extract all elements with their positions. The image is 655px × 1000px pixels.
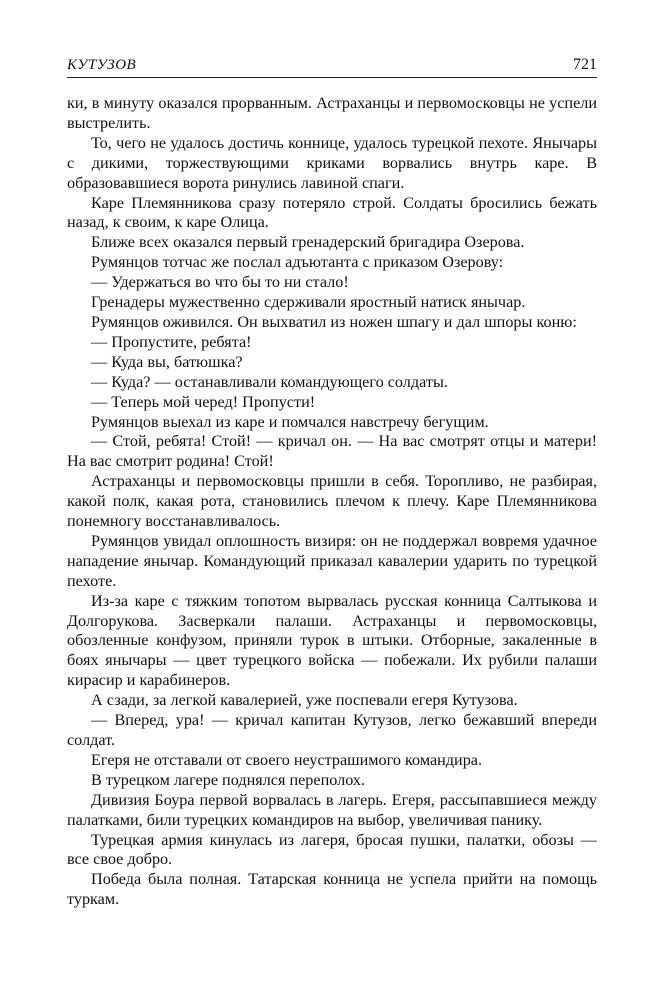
paragraph: — Вперед, ура! — кричал капитан Кутузов, легко бежавший впереди солдат. xyxy=(67,711,597,749)
paragraph: То, чего не удалось достичь коннице, удалось турецкой пехоте. Янычары с дикими, торжествующими криками ворвались внутрь каре. В образовавшиеся ворота ринулись лавиной спаги. xyxy=(67,133,597,192)
paragraph: — Куда? — останавливали командующего солдаты. xyxy=(91,372,448,391)
page-number: 721 xyxy=(573,56,597,73)
paragraph: Из-за каре с тяжким топотом вырвалась русская конница Салтыкова и Долгорукова. Засверкали палаши. Астраханцы и первомосковцы, обозленные конфузом, приняли турок в штыки. Отборные, закаленные в боях янычары — цвет турецкого войска — побежали. Их рубили палаши кирасир и карабинеров. xyxy=(67,591,597,690)
paragraph: — Куда вы, батюшка? xyxy=(91,352,243,371)
paragraph: — Пропустите, ребята! xyxy=(91,332,252,351)
paragraph: — Стой, ребята! Стой! — кричал он. — На вас смотрят отцы и матери! На вас смотрит родина! Стой! xyxy=(67,432,597,471)
paragraph: — Теперь мой черед! Пропусти! xyxy=(91,392,316,411)
running-head xyxy=(67,55,597,78)
book-page xyxy=(67,55,597,910)
paragraph: Астраханцы и первомосковцы пришли в себя. Торопливо, не разбирая, какой полк, какая рота, становились плечом к плечу. Каре Племянникова понемногу восстанавливалось. xyxy=(67,472,597,531)
paragraph: В турецком лагере поднялся переполох. xyxy=(91,770,366,789)
paragraph: А сзади, за легкой кавалерией, уже поспевали егеря Кутузова. xyxy=(91,691,518,710)
body-text xyxy=(67,94,597,910)
paragraph: Дивизия Боура первой ворвалась в лагерь. Егеря, рассыпавшиеся между палатками, били турецких командиров на выбор, увеличивая панику. xyxy=(67,790,597,829)
paragraph: Румянцов выехал из каре и помчался навстречу бегущим. xyxy=(91,412,489,431)
paragraph: Румянцов оживился. Он выхватил из ножен шпагу и дал шпоры коню: xyxy=(91,312,577,331)
paragraph: Румянцов увидал оплошность визиря: он не поддержал вовремя удачное нападение янычар. Командующий приказал кавалерии ударить по турецкой пехоте. xyxy=(67,531,597,590)
paragraph: ки, в минуту оказался прорванным. Астраханцы и первомосковцы не успели выстрелить. xyxy=(67,94,597,132)
paragraph: Победа была полная. Татарская конница не успела прийти на помощь туркам. xyxy=(67,870,597,909)
paragraph: Егеря не отставали от своего неустрашимого командира. xyxy=(91,750,483,769)
paragraph: Каре Племянникова сразу потеряло строй. Солдаты бросились бежать назад, к своим, к каре Олица. xyxy=(67,193,597,232)
paragraph: — Удержаться во что бы то ни стало! xyxy=(91,273,349,292)
paragraph: Ближе всех оказался первый гренадерский бригадира Озерова. xyxy=(91,233,525,252)
paragraph: Гренадеры мужественно сдерживали яростный натиск янычар. xyxy=(91,293,526,312)
paragraph: Турецкая армия кинулась из лагеря, бросая пушки, палатки, обозы — все свое добро. xyxy=(67,830,597,869)
paragraph: Румянцов тотчас же послал адъютанта с приказом Озерову: xyxy=(91,253,504,272)
running-title: КУТУЗОВ xyxy=(67,57,137,73)
